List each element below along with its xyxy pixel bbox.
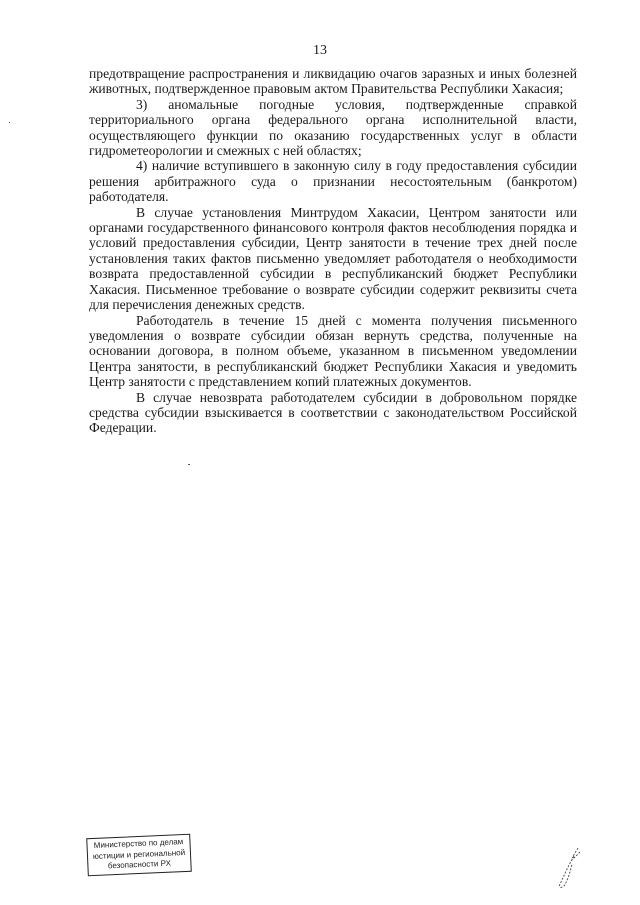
page-number: 13 [313,43,327,58]
stamp-line: Министерство по делам [93,837,184,850]
scan-speck [9,122,10,123]
document-body [89,66,577,436]
paragraph-enforcement: В случае невозврата работодателем субсидии в добровольном порядке средства субсидии взыскивается в соответствии с законодательством Российской Федерации. [89,389,577,436]
paragraph-continuation: предотвращение распространения и ликвидацию очагов заразных и иных болезней животных, подтвержденное правовым актом Правительства Республики Хакасия; [89,66,577,97]
ministry-stamp [86,834,192,877]
paragraph-violation-notice: В случае установления Минтрудом Хакасии, Центром занятости или органами государственного финансового контроля фактов несоблюдения порядка и условий предоставления субсидии, Центр занятости в течение трех дней после установления таких фактов письменно уведомляет работодателя о необходимости возврата предоставленной субсидии в республиканский бюджет Республики Хакасия. Письменное требование о возврате субсидии содержит реквизиты счета для перечисления денежных средств. [89,204,577,313]
signature-icon [548,842,588,892]
paragraph-item-4: 4) наличие вступившего в законную силу в году предоставления субсидии решения арбитражного суда о признании несостоятельным (банкротом) работодателя. [89,158,577,205]
stamp-line: безопасности РХ [107,858,172,871]
paragraph-refund-deadline: Работодатель в течение 15 дней с момента получения письменного уведомления о возврате субсидии обязан вернуть средства, полученные на основании договора, в полном объеме, указанном в письменном уведомлении Центра занятости, в республиканский бюджет Республики Хакасия и уведомить Центр занятости с представлением копий платежных документов. [89,312,577,390]
stamp-line: юстиции и региональной [92,847,186,861]
paragraph-item-3: 3) аномальные погодные условия, подтвержденные справкой территориального органа федерального органа исполнительной власти, осуществляющего функции по оказанию государственных услуг в области гидрометеорологии и смежных с ней областях; [89,96,577,159]
scan-speck [188,464,190,465]
